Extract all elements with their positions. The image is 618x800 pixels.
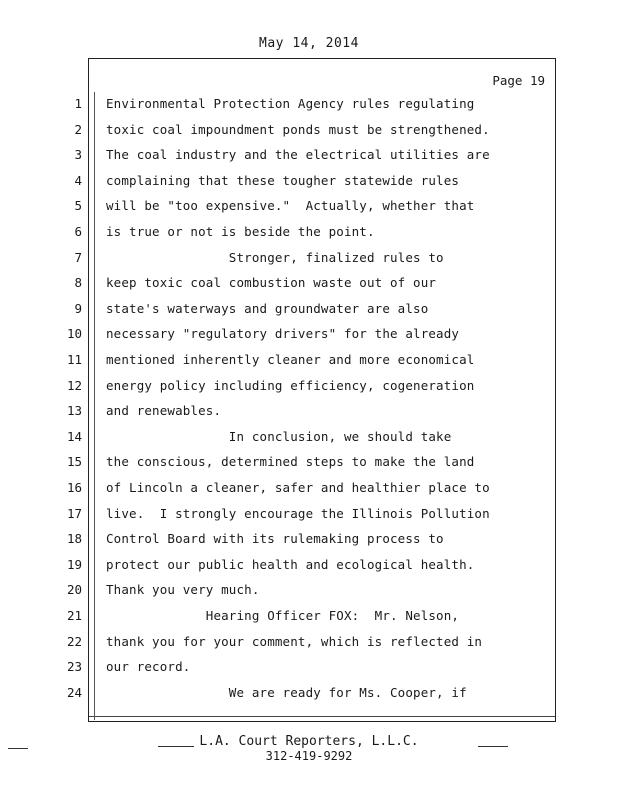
line-number: 4 bbox=[74, 172, 82, 188]
line-text: of Lincoln a cleaner, safer and healthier place to bbox=[106, 480, 490, 495]
line-number: 12 bbox=[66, 377, 82, 393]
transcript-line bbox=[0, 96, 618, 122]
line-text: complaining that these tougher statewide rules bbox=[106, 172, 460, 188]
line-number: 7 bbox=[74, 249, 82, 265]
line-text: our record. bbox=[106, 659, 191, 675]
line-number: 9 bbox=[74, 300, 82, 316]
line-text: energy policy including efficiency, cogeneration bbox=[106, 377, 475, 393]
transcript-line bbox=[0, 173, 618, 199]
transcript-line bbox=[0, 608, 618, 634]
transcript-line bbox=[0, 250, 618, 276]
line-number: 24 bbox=[66, 684, 82, 700]
transcript-line bbox=[0, 403, 618, 429]
line-number: 17 bbox=[66, 505, 82, 521]
line-text: live. I strongly encourage the Illinois Pollution bbox=[106, 505, 490, 521]
line-number: 13 bbox=[66, 403, 82, 419]
line-number: 1 bbox=[74, 96, 82, 111]
scan-artifact-mark bbox=[478, 746, 508, 747]
line-text: We are ready for Ms. Cooper, if bbox=[106, 684, 467, 700]
transcript-line bbox=[0, 301, 618, 327]
line-text: and renewables. bbox=[106, 403, 222, 419]
line-number: 15 bbox=[66, 454, 82, 470]
line-text: the conscious, determined steps to make the land bbox=[106, 454, 475, 470]
transcript-line bbox=[0, 634, 618, 660]
transcript-line bbox=[0, 506, 618, 532]
line-text: is true or not is beside the point. bbox=[106, 224, 375, 239]
transcript-line bbox=[0, 352, 618, 378]
line-text: keep toxic coal combustion waste out of our bbox=[106, 275, 437, 291]
line-number: 19 bbox=[66, 556, 82, 572]
transcript-date: May 14, 2014 bbox=[259, 36, 359, 51]
line-text: will be "too expensive." Actually, whether that bbox=[106, 198, 475, 214]
transcript-line bbox=[0, 582, 618, 608]
transcript-line bbox=[0, 454, 618, 480]
line-text: Stronger, finalized rules to bbox=[106, 249, 444, 265]
line-number: 14 bbox=[66, 428, 82, 444]
line-text: necessary "regulatory drivers" for the already bbox=[106, 326, 460, 342]
line-text: Thank you very much. bbox=[106, 582, 260, 598]
line-number: 16 bbox=[66, 480, 82, 495]
transcript-line bbox=[0, 659, 618, 685]
transcript-line bbox=[0, 198, 618, 224]
line-text: Environmental Protection Agency rules regulating bbox=[106, 96, 475, 111]
transcript-line bbox=[0, 429, 618, 455]
line-text: Control Board with its rulemaking process to bbox=[106, 531, 444, 547]
transcript-line bbox=[0, 378, 618, 404]
scan-artifact-mark bbox=[8, 748, 28, 749]
scan-artifact-mark bbox=[158, 746, 194, 747]
transcript-line bbox=[0, 685, 618, 711]
line-number: 2 bbox=[74, 121, 82, 137]
line-number: 11 bbox=[66, 352, 82, 367]
line-number: 5 bbox=[74, 198, 82, 214]
line-number: 3 bbox=[74, 147, 82, 163]
transcript-line bbox=[0, 147, 618, 173]
line-number: 21 bbox=[66, 608, 82, 623]
line-text: Hearing Officer FOX: Mr. Nelson, bbox=[106, 608, 460, 623]
line-number: 10 bbox=[66, 326, 82, 342]
page-number: Page 19 bbox=[492, 73, 545, 88]
line-text: The coal industry and the electrical utilities are bbox=[106, 147, 490, 163]
line-number: 6 bbox=[74, 224, 82, 239]
transcript-line bbox=[0, 275, 618, 301]
line-number: 8 bbox=[74, 275, 82, 291]
transcript-line bbox=[0, 326, 618, 352]
line-text: mentioned inherently cleaner and more economical bbox=[106, 352, 475, 367]
transcript-line bbox=[0, 224, 618, 250]
line-text: state's waterways and groundwater are also bbox=[106, 300, 429, 316]
transcript-line bbox=[0, 122, 618, 148]
line-text: thank you for your comment, which is reflected in bbox=[106, 633, 483, 649]
transcript-line bbox=[0, 531, 618, 557]
transcript-line bbox=[0, 557, 618, 583]
line-number: 18 bbox=[66, 531, 82, 547]
line-text: protect our public health and ecological health. bbox=[106, 556, 475, 572]
transcript-line bbox=[0, 480, 618, 506]
line-number: 23 bbox=[66, 659, 82, 675]
line-text: In conclusion, we should take bbox=[106, 428, 452, 444]
line-number: 20 bbox=[66, 582, 82, 598]
court-reporter-phone: 312-419-9292 bbox=[265, 749, 353, 763]
court-reporter-name: L.A. Court Reporters, L.L.C. bbox=[199, 734, 419, 749]
line-number: 22 bbox=[66, 633, 82, 649]
line-text: toxic coal impoundment ponds must be strengthened. bbox=[106, 121, 490, 137]
